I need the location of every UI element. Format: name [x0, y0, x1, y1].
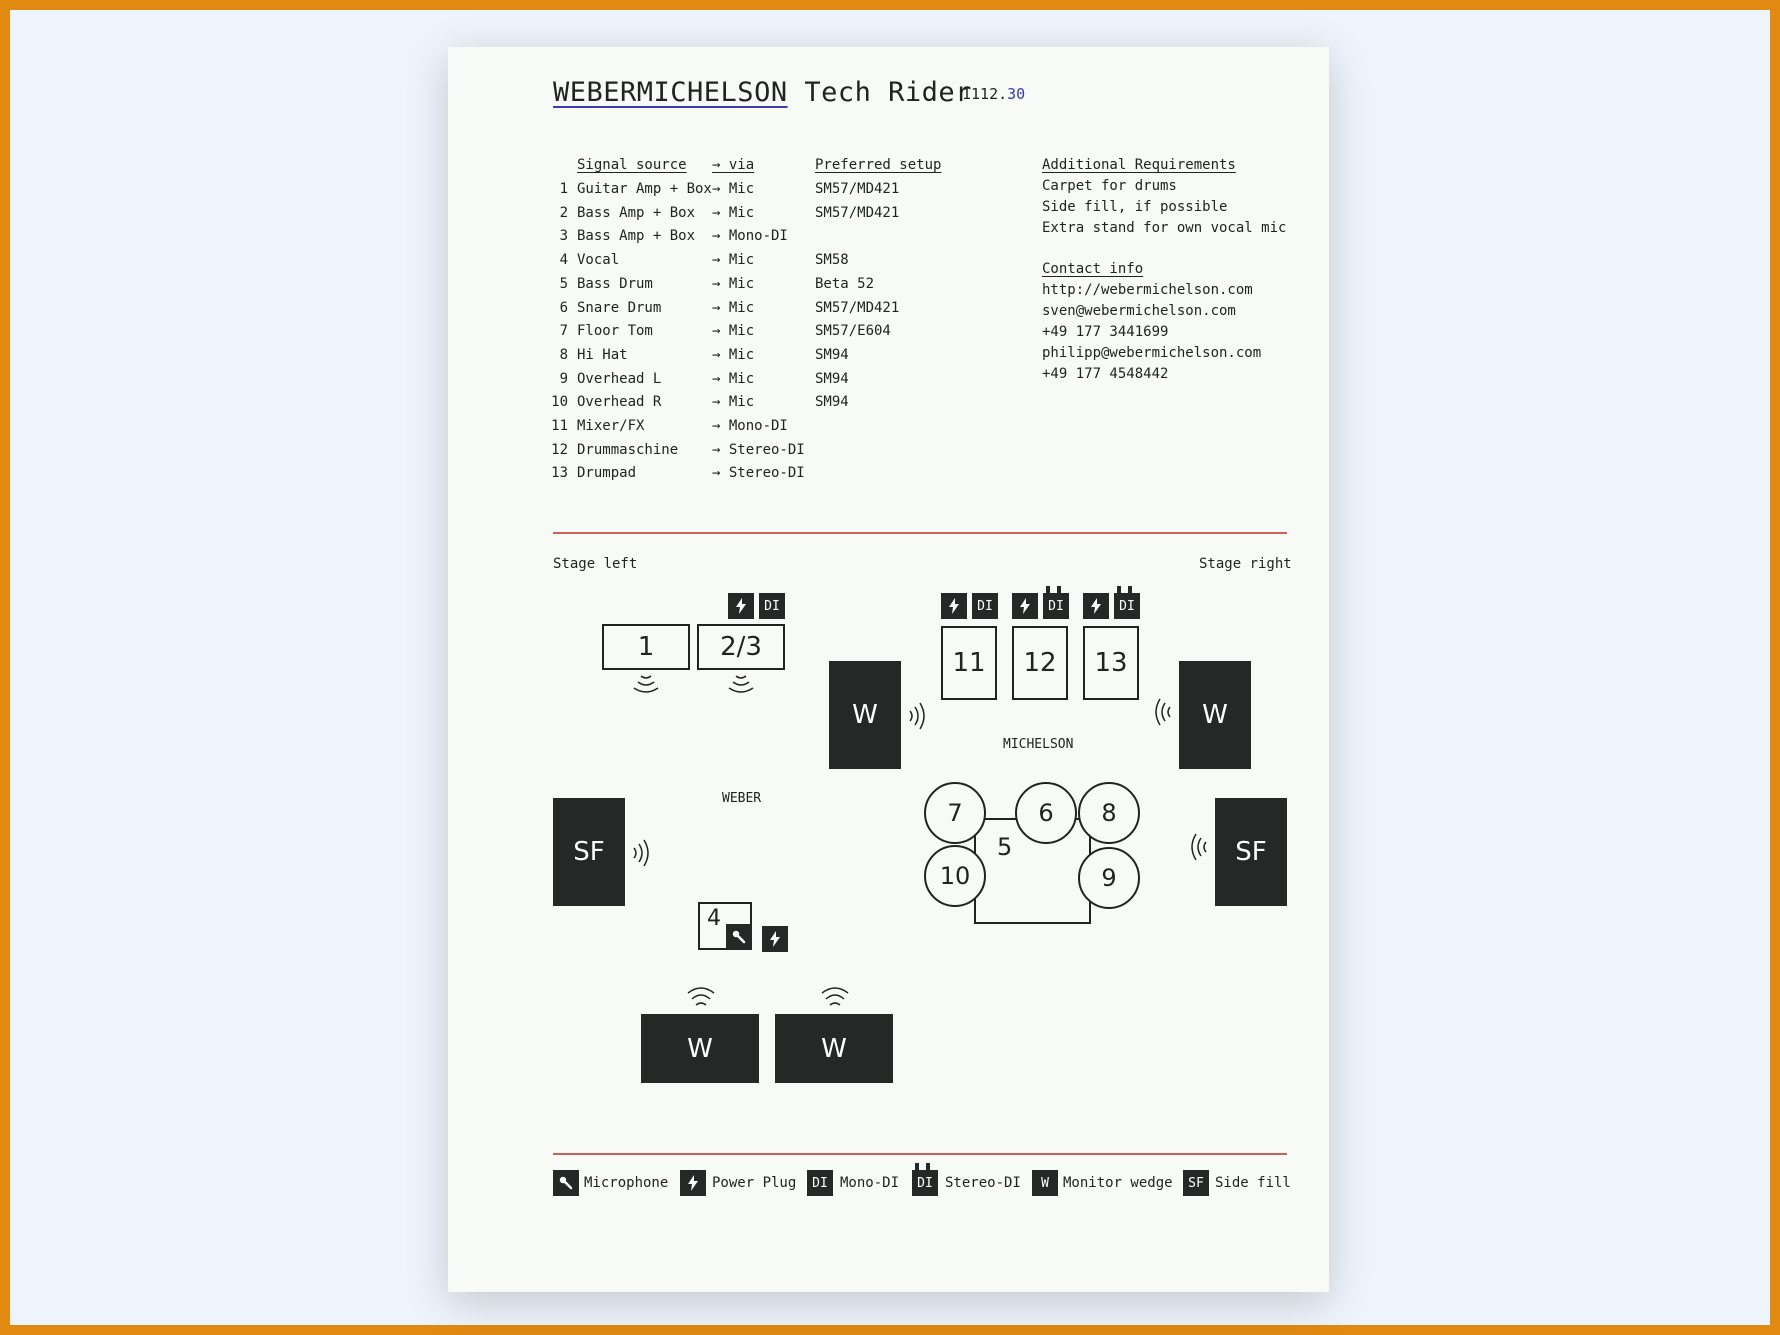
row-number: 3 — [559, 228, 568, 245]
contact-email-philipp[interactable]: philipp@webermichelson.com — [1042, 345, 1262, 361]
row-number: 13 — [551, 465, 568, 482]
col-header-via: → via — [712, 157, 755, 173]
monitor-wedge: W — [829, 661, 901, 769]
side-fill-left: SF — [553, 798, 625, 906]
row-source: Floor Tom — [577, 323, 653, 340]
row-via: → Stereo-DI — [712, 441, 805, 458]
row-setup: SM57/MD421 — [815, 204, 900, 221]
page-title — [553, 77, 972, 108]
row-source: Overhead R — [577, 394, 662, 411]
speaker-wave-icon — [726, 674, 756, 702]
guitar-amp: 1 — [602, 624, 690, 670]
legend-mono-di-label: Mono-DI — [840, 1175, 900, 1191]
contact-heading: Contact info — [1042, 261, 1144, 277]
speaker-wave-icon — [631, 674, 661, 702]
col-header-setup: Preferred setup — [815, 157, 942, 173]
contact-website[interactable]: http://webermichelson.com — [1042, 282, 1253, 298]
stereo-di-pin — [1117, 586, 1121, 593]
legend-microphone-label: Microphone — [584, 1175, 669, 1191]
row-number: 10 — [551, 394, 568, 411]
tech-rider-sheet — [448, 47, 1329, 1292]
microphone-icon — [726, 924, 752, 950]
power-plug-icon — [1083, 593, 1109, 619]
contact-email-sven[interactable]: sven@webermichelson.com — [1042, 303, 1236, 319]
mono-di-icon — [972, 593, 998, 619]
row-setup: SM58 — [815, 252, 849, 269]
row-via: → Mic — [712, 370, 755, 387]
power-plug-icon — [1012, 593, 1038, 619]
sound-wave-left-icon — [1187, 832, 1209, 866]
drumpad-unit: 13 — [1083, 626, 1139, 700]
col-header-source: Signal source — [577, 157, 687, 173]
legend-sidefill-label: Side fill — [1215, 1175, 1291, 1191]
hi-hat-mic: 8 — [1078, 782, 1140, 844]
power-plug-icon — [762, 926, 788, 952]
row-via: → Mono-DI — [712, 418, 788, 434]
stereo-di-icon — [1114, 593, 1140, 619]
sound-wave-left-icon — [1151, 697, 1173, 731]
stereo-di-label: DI — [1048, 598, 1064, 614]
stage-left-label: Stage left — [553, 556, 638, 572]
michelson-position-label: MICHELSON — [1003, 737, 1074, 752]
row-source: Vocal — [577, 252, 620, 269]
row-via: → Mic — [712, 204, 755, 221]
legend-mono-di-badge: DI — [812, 1175, 828, 1191]
sound-wave-up-icon — [686, 985, 716, 1011]
overhead-r-mic: 10 — [924, 845, 986, 907]
requirement-item: Extra stand for own vocal mic — [1042, 220, 1287, 236]
overhead-l-mic: 9 — [1078, 847, 1140, 909]
power-plug-icon — [941, 593, 967, 619]
stereo-di-pin — [1128, 586, 1132, 593]
legend-wedge-label: Monitor wedge — [1063, 1175, 1173, 1191]
band-name: WEBERMICHELSON — [553, 77, 788, 108]
row-setup: SM94 — [815, 346, 849, 363]
mono-di-icon — [759, 593, 785, 619]
version-number — [962, 85, 1025, 103]
power-plug-icon — [680, 1170, 706, 1196]
bass-drum-label: 5 — [997, 833, 1013, 861]
row-via: → Mic — [712, 299, 755, 316]
vocal-number: 4 — [707, 906, 721, 931]
legend-wedge-badge: W — [1041, 1175, 1049, 1191]
stage-right-label: Stage right — [1199, 556, 1292, 572]
legend-sidefill-badge: SF — [1188, 1175, 1204, 1191]
version-minor: 30 — [1007, 85, 1026, 103]
monitor-wedge-icon — [1032, 1170, 1058, 1196]
row-setup: Beta 52 — [815, 275, 875, 292]
row-setup: SM57/MD421 — [815, 181, 900, 197]
title-suffix: Tech Rider — [804, 77, 972, 108]
row-number: 11 — [551, 418, 568, 434]
side-fill-icon — [1183, 1170, 1209, 1196]
contact-phone-sven[interactable]: +49 177 3441699 — [1042, 324, 1169, 340]
stereo-di-pin — [926, 1163, 930, 1170]
row-number: 9 — [559, 370, 568, 387]
row-source: Snare Drum — [577, 299, 662, 316]
weber-position-label: WEBER — [722, 791, 762, 806]
bass-amp: 2/3 — [697, 624, 785, 670]
stereo-di-label: DI — [1119, 598, 1135, 614]
mixer-fx-unit: 11 — [941, 626, 997, 700]
contact-phone-philipp[interactable]: +49 177 4548442 — [1042, 366, 1169, 382]
requirement-item: Side fill, if possible — [1042, 199, 1228, 215]
row-source: Guitar Amp + Box — [577, 181, 712, 197]
row-setup: SM94 — [815, 394, 849, 411]
row-number: 2 — [559, 204, 568, 221]
requirement-item: Carpet for drums — [1042, 178, 1177, 194]
stereo-di-icon — [1043, 593, 1069, 619]
row-number: 8 — [559, 346, 568, 363]
snare-drum-mic: 6 — [1015, 782, 1077, 844]
row-source: Bass Amp + Box — [577, 204, 696, 221]
legend-stereo-di-label: Stereo-DI — [945, 1175, 1021, 1191]
row-source: Bass Amp + Box — [577, 228, 696, 245]
row-source: Overhead L — [577, 370, 662, 387]
divider-top — [553, 532, 1287, 534]
row-source: Hi Hat — [577, 346, 628, 363]
mono-di-icon — [807, 1170, 833, 1196]
divider-bottom — [553, 1153, 1287, 1155]
row-number: 12 — [551, 441, 568, 458]
drummaschine-unit: 12 — [1012, 626, 1068, 700]
row-number: 7 — [559, 323, 568, 340]
microphone-icon — [553, 1170, 579, 1196]
row-number: 1 — [559, 181, 568, 197]
mono-di-label: DI — [977, 598, 993, 614]
row-source: Mixer/FX — [577, 418, 645, 434]
sound-wave-up-icon — [820, 985, 850, 1011]
floor-tom-mic: 7 — [924, 782, 986, 844]
stereo-di-pin — [1046, 586, 1050, 593]
version-major: 1112. — [962, 85, 1008, 103]
row-source: Bass Drum — [577, 275, 653, 292]
monitor-wedge: W — [641, 1014, 759, 1083]
stereo-di-pin — [1057, 586, 1061, 593]
mono-di-label: DI — [764, 598, 780, 614]
row-source: Drummaschine — [577, 441, 679, 458]
row-via: → Mic — [712, 394, 755, 411]
row-setup: SM57/E604 — [815, 323, 891, 340]
sound-wave-right-icon — [907, 701, 929, 735]
power-plug-icon — [728, 593, 754, 619]
stereo-di-pin — [915, 1163, 919, 1170]
monitor-wedge: W — [775, 1014, 893, 1083]
row-number: 5 — [559, 275, 568, 292]
row-via: → Mic — [712, 346, 755, 363]
row-number: 4 — [559, 252, 568, 269]
sound-wave-right-icon — [631, 838, 653, 872]
side-fill-right: SF — [1215, 798, 1287, 906]
row-via: → Mic — [712, 275, 755, 292]
legend-stereo-di-badge: DI — [917, 1175, 933, 1191]
requirements-heading: Additional Requirements — [1042, 157, 1236, 173]
legend-power-label: Power Plug — [712, 1175, 797, 1191]
row-setup: SM94 — [815, 370, 849, 387]
row-setup: SM57/MD421 — [815, 299, 900, 316]
row-source: Drumpad — [577, 465, 637, 482]
row-via: → Stereo-DI — [712, 465, 805, 482]
stereo-di-icon — [912, 1170, 938, 1196]
row-via: → Mic — [712, 181, 755, 197]
monitor-wedge: W — [1179, 661, 1251, 769]
row-via: → Mono-DI — [712, 228, 788, 245]
row-via: → Mic — [712, 323, 755, 340]
row-number: 6 — [559, 299, 568, 316]
row-via: → Mic — [712, 252, 755, 269]
